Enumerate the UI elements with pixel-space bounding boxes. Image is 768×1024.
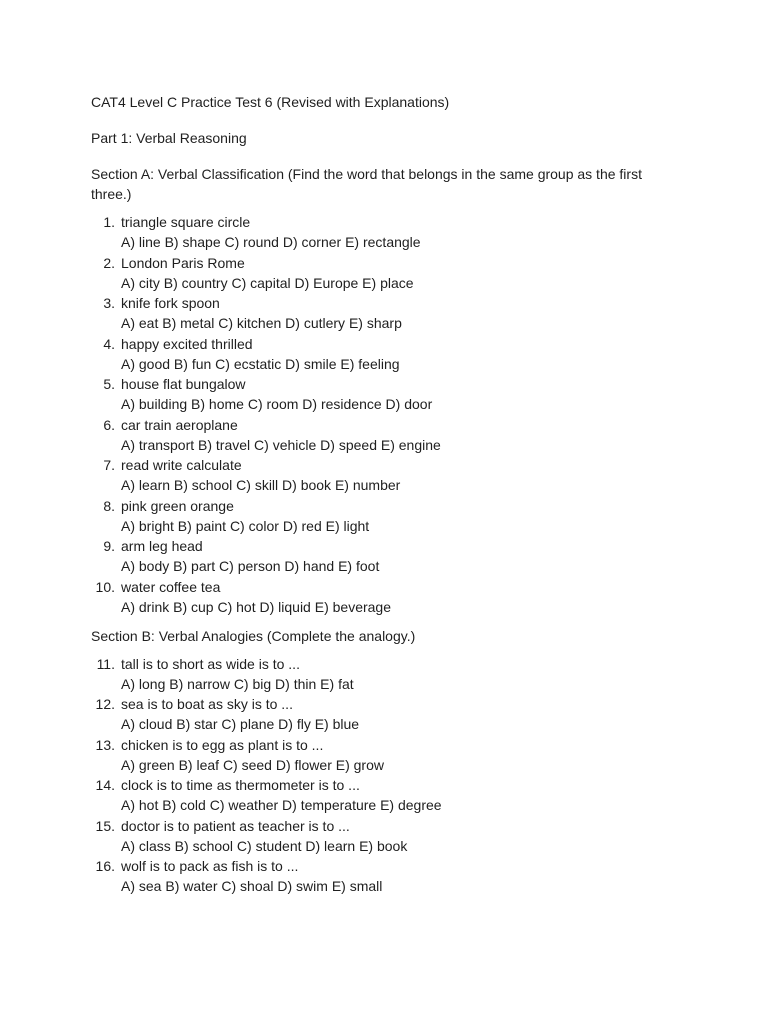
question-number: 6. [103,417,115,433]
question-options: A) city B) country C) capital D) Europe E) place [121,275,414,291]
question-stem: chicken is to egg as plant is to ... [121,737,324,753]
question-number: 12. [95,696,115,712]
question-number: 7. [103,457,115,473]
question-options: A) cloud B) star C) plane D) fly E) blue [121,716,360,732]
question-number: 15. [95,818,115,834]
question-options: A) learn B) school C) skill D) book E) number [121,477,401,493]
question-stem: house flat bungalow [121,376,246,392]
question-stem: water coffee tea [121,579,221,595]
question-options: A) body B) part C) person D) hand E) foot [121,558,380,574]
question-number: 13. [95,737,115,753]
section-a-heading: Section A: Verbal Classification (Find the word that belongs in the same group as the first three.) [91,166,642,202]
question-stem: sea is to boat as sky is to ... [121,696,293,712]
question-options: A) hot B) cold C) weather D) temperature E) degree [121,797,442,813]
question-options: A) drink B) cup C) hot D) liquid E) beverage [121,599,391,615]
question-stem: triangle square circle [121,214,251,230]
question-number: 11. [96,656,115,672]
question-stem: tall is to short as wide is to ... [121,656,300,672]
question-stem: wolf is to pack as fish is to ... [121,858,299,874]
question-stem: London Paris Rome [121,255,245,271]
question-options: A) class B) school C) student D) learn E) book [121,838,408,854]
question-options: A) sea B) water C) shoal D) swim E) small [121,878,383,894]
question-stem: arm leg head [121,538,203,554]
question-stem: read write calculate [121,457,242,473]
question-stem: clock is to time as thermometer is to ... [121,777,360,793]
question-number: 8. [103,498,115,514]
question-options: A) good B) fun C) ecstatic D) smile E) feeling [121,356,400,372]
question-options: A) green B) leaf C) seed D) flower E) grow [121,757,384,773]
question-number: 5. [103,376,115,392]
question-number: 2. [103,255,115,271]
question-stem: car train aeroplane [121,417,238,433]
section-b-heading: Section B: Verbal Analogies (Complete the analogy.) [91,628,416,644]
question-stem: doctor is to patient as teacher is to ... [121,818,350,834]
question-stem: pink green orange [121,498,234,514]
document-title: CAT4 Level C Practice Test 6 (Revised with Explanations) [91,94,450,110]
question-stem: knife fork spoon [121,295,220,311]
question-options: A) line B) shape C) round D) corner E) rectangle [121,234,421,250]
question-number: 9. [103,538,115,554]
question-number: 16. [95,858,115,874]
question-number: 10. [95,579,115,595]
question-options: A) long B) narrow C) big D) thin E) fat [121,676,354,692]
part-heading: Part 1: Verbal Reasoning [91,130,247,146]
question-options: A) building B) home C) room D) residence D) door [121,396,433,412]
question-number: 4. [103,336,115,352]
question-options: A) transport B) travel C) vehicle D) speed E) engine [121,437,441,453]
question-number: 3. [103,295,115,311]
question-options: A) bright B) paint C) color D) red E) light [121,518,370,534]
question-options: A) eat B) metal C) kitchen D) cutlery E) sharp [121,315,402,331]
question-number: 1. [103,214,115,230]
question-number: 14. [95,777,115,793]
question-stem: happy excited thrilled [121,336,253,352]
